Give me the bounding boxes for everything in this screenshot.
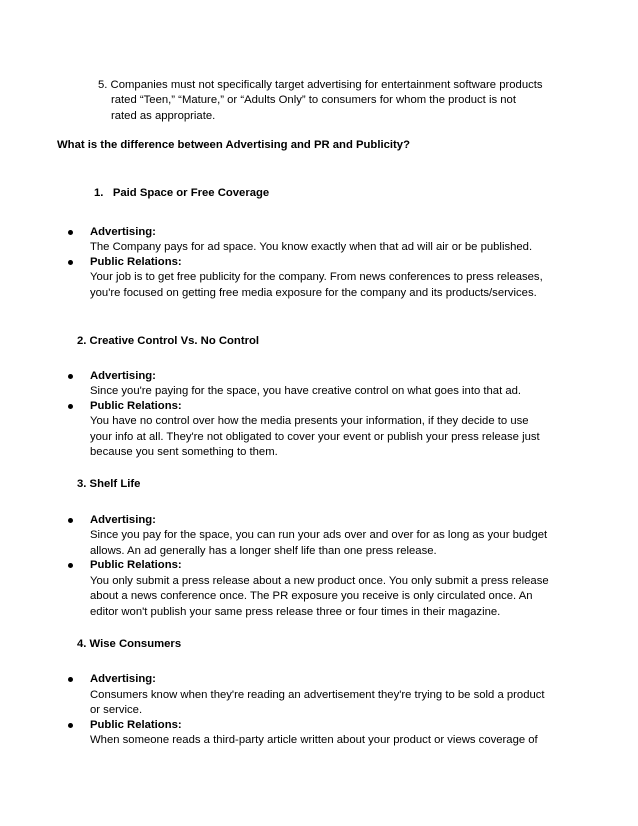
bullet-icon [68, 518, 73, 523]
section-3-pr-line-3: editor won't publish your same press release three or four times in their magazine. [90, 606, 501, 618]
question-heading: What is the difference between Advertising and PR and Publicity? [57, 139, 410, 151]
section-2-heading: 2. Creative Control Vs. No Control [77, 335, 260, 347]
bullet-icon [68, 563, 73, 568]
intro-item-line-3: rated as appropriate. [111, 110, 216, 122]
section-3-pr-line-1: You only submit a press release about a new product once. You only submit a press release [90, 575, 549, 587]
section-4-pr-label: Public Relations: [90, 719, 182, 731]
section-3-advertising-line-1: Since you pay for the space, you can run your ads over and over for as long as your budget [90, 529, 548, 541]
section-1-advertising-label: Advertising: [90, 226, 156, 238]
section-1-pr-line-1: Your job is to get free publicity for the company. From news conferences to press releases, [90, 271, 543, 283]
section-2-advertising-line-1: Since you're paying for the space, you have creative control on what goes into that ad. [90, 385, 522, 397]
section-4-advertising-line-1: Consumers know when they're reading an advertisement they're trying to be sold a product [90, 689, 545, 701]
bullet-icon [68, 260, 73, 265]
section-4-advertising-line-2: or service. [90, 704, 143, 716]
section-3-advertising-line-2: allows. An ad generally has a longer shelf life than one press release. [90, 545, 437, 557]
bullet-icon [68, 230, 73, 235]
section-2-advertising-label: Advertising: [90, 370, 156, 382]
section-1-heading: 1. Paid Space or Free Coverage [94, 187, 270, 199]
section-1-pr-label: Public Relations: [90, 256, 182, 268]
intro-item-line-2: rated “Teen,” “Mature,” or “Adults Only” to consumers for whom the product is not [111, 94, 516, 106]
section-4-advertising-label: Advertising: [90, 673, 156, 685]
section-4-pr-line-1: When someone reads a third-party article written about your product or views coverage of [90, 734, 538, 746]
bullet-icon [68, 677, 73, 682]
section-1-pr-line-2: you're focused on getting free media exposure for the company and its products/services. [90, 287, 537, 299]
section-3-pr-line-2: about a news conference once. The PR exposure you receive is only circulated once. An [90, 590, 533, 602]
section-4-heading: 4. Wise Consumers [77, 638, 182, 650]
intro-item-line-1: 5. Companies must not specifically target advertising for entertainment software products [98, 79, 543, 91]
section-2-pr-line-2: your info at all. They're not obligated to cover your event or publish your press release just [90, 431, 540, 443]
section-3-advertising-label: Advertising: [90, 514, 156, 526]
section-2-pr-line-1: You have no control over how the media presents your information, if they decide to use [90, 415, 529, 427]
bullet-icon [68, 723, 73, 728]
section-3-heading: 3. Shelf Life [77, 478, 141, 490]
bullet-icon [68, 404, 73, 409]
bullet-icon [68, 374, 73, 379]
section-2-pr-label: Public Relations: [90, 400, 182, 412]
section-2-pr-line-3: because you sent something to them. [90, 446, 278, 458]
section-1-advertising-line-1: The Company pays for ad space. You know exactly when that ad will air or be published. [90, 241, 533, 253]
section-3-pr-label: Public Relations: [90, 559, 182, 571]
